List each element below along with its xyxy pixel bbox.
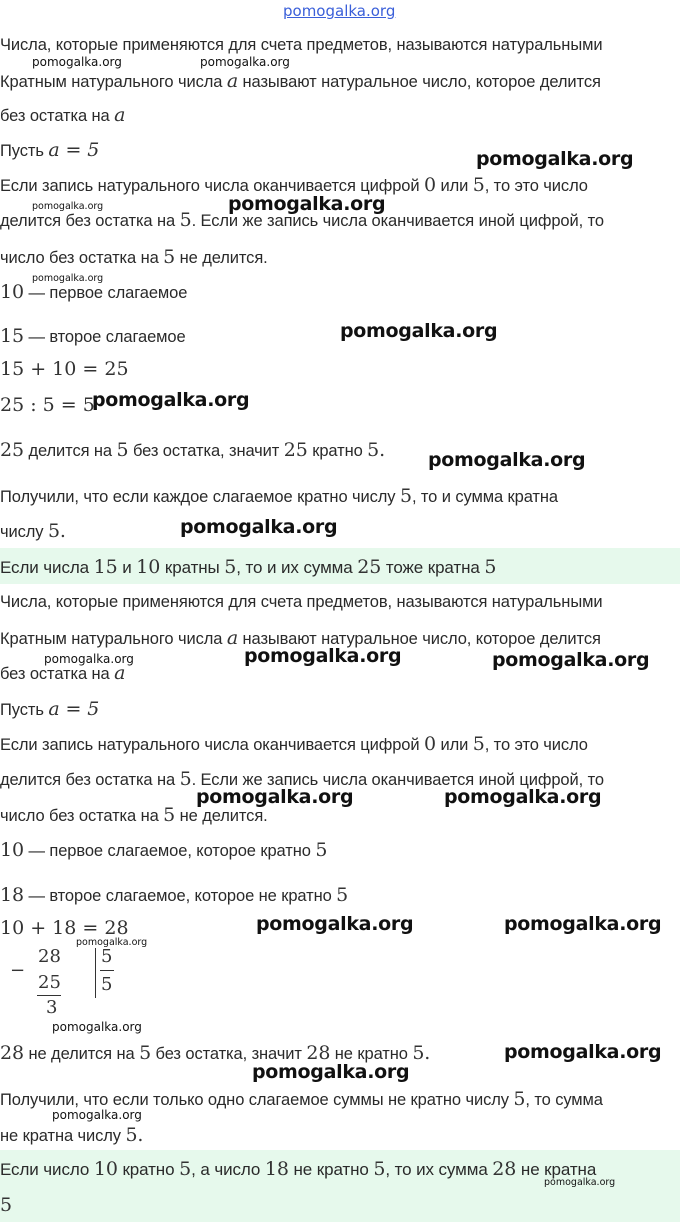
division-expression: 25 : 5 = 5: [0, 394, 95, 416]
sum-expression-2: 10 + 18 = 28: [0, 917, 129, 939]
watermark: pomogalka.org: [196, 786, 354, 808]
watermark: pomogalka.org: [52, 1108, 142, 1122]
watermark: pomogalka.org: [244, 645, 402, 667]
watermark: pomogalka.org: [504, 1041, 662, 1063]
first-term: 10 — первое слагаемое: [0, 281, 188, 303]
watermark: pomogalka.org: [256, 913, 414, 935]
watermark: pomogalka.org: [52, 1020, 142, 1034]
watermark: pomogalka.org: [44, 652, 134, 666]
long-division: [0, 942, 130, 1022]
definition-multiple-line1: Кратным натурального числа a называют натуральное число, которое делится: [0, 70, 601, 92]
site-link[interactable]: pomogalka.org: [283, 2, 396, 20]
watermark: pomogalka.org: [32, 201, 104, 212]
check-statement: 25 делится на 5 без остатка, значит 25 кратно 5.: [0, 439, 386, 461]
conclusion-2-line2: не кратна числу 5.: [0, 1124, 144, 1146]
watermark: pomogalka.org: [228, 193, 386, 215]
long-division-subtrahend: 25: [38, 972, 61, 993]
conclusion-line1: Получили, что если каждое слагаемое кратно числу 5, то и сумма кратна: [0, 485, 558, 507]
definition-natural: Числа, которые применяются для счета предметов, называются натуральными: [0, 36, 603, 54]
watermark: pomogalka.org: [544, 1177, 616, 1188]
watermark: pomogalka.org: [200, 55, 290, 69]
watermark: pomogalka.org: [428, 449, 586, 471]
long-division-divisor: 5: [101, 946, 113, 967]
conclusion-line2: числу 5.: [0, 520, 66, 542]
divisibility-rule-2-line2: делится без остатка на 5. Если же запись числа оканчивается иной цифрой, то: [0, 768, 604, 790]
long-division-underline: [37, 995, 61, 996]
long-division-bar: [95, 948, 96, 998]
second-term-2: 18 — второе слагаемое, которое не кратно 5: [0, 884, 349, 906]
check-statement-2: 28 не делится на 5 без остатка, значит 28 не кратно 5.: [0, 1042, 431, 1064]
watermark: pomogalka.org: [476, 148, 634, 170]
long-division-dividend: 28: [38, 946, 61, 967]
watermark: pomogalka.org: [32, 55, 122, 69]
long-division-minus: −: [10, 960, 26, 981]
answer-2-line1: Если число 10 кратно 5, а число 18 не кратно 5, то их сумма 28 не кратна: [0, 1158, 597, 1180]
divisibility-rule-line3: число без остатка на 5 не делится.: [0, 246, 268, 268]
second-term: 15 — второе слагаемое: [0, 325, 186, 347]
watermark: pomogalka.org: [444, 786, 602, 808]
definition-multiple-2-line2: без остатка на a: [0, 662, 126, 684]
definition-natural-2: Числа, которые применяются для счета предметов, называются натуральными: [0, 593, 603, 611]
answer-1: Если числа 15 и 10 кратны 5, то и их сумма 25 тоже кратна 5: [0, 556, 497, 578]
watermark: pomogalka.org: [252, 1061, 410, 1083]
watermark: pomogalka.org: [180, 516, 338, 538]
watermark: pomogalka.org: [92, 389, 250, 411]
long-division-remainder: 3: [46, 997, 58, 1018]
long-division-divisor-line: [100, 970, 114, 971]
first-term-2: 10 — первое слагаемое, которое кратно 5: [0, 839, 328, 861]
definition-multiple-line2: без остатка на a: [0, 104, 126, 126]
watermark: pomogalka.org: [340, 320, 498, 342]
divisibility-rule-line1: Если запись натурального числа оканчивается цифрой 0 или 5, то это число: [0, 174, 588, 196]
watermark: pomogalka.org: [492, 649, 650, 671]
divisibility-rule-line2: делится без остатка на 5. Если же запись числа оканчивается иной цифрой, то: [0, 209, 604, 231]
divisibility-rule-2-line3: число без остатка на 5 не делится.: [0, 804, 268, 826]
divisibility-rule-2-line1: Если запись натурального числа оканчивается цифрой 0 или 5, то это число: [0, 733, 588, 755]
long-division-quotient: 5: [101, 974, 113, 995]
sum-expression: 15 + 10 = 25: [0, 358, 129, 380]
let-statement: Пусть a = 5: [0, 139, 100, 161]
watermark: pomogalka.org: [504, 913, 662, 935]
let-statement-2: Пусть a = 5: [0, 698, 100, 720]
answer-2-line2: 5: [0, 1194, 13, 1216]
watermark: pomogalka.org: [32, 273, 104, 284]
definition-multiple-2-line1: Кратным натурального числа a называют натуральное число, которое делится: [0, 627, 601, 649]
watermark: pomogalka.org: [76, 937, 148, 948]
conclusion-2-line1: Получили, что если только одно слагаемое суммы не кратно числу 5, то сумма: [0, 1088, 603, 1110]
